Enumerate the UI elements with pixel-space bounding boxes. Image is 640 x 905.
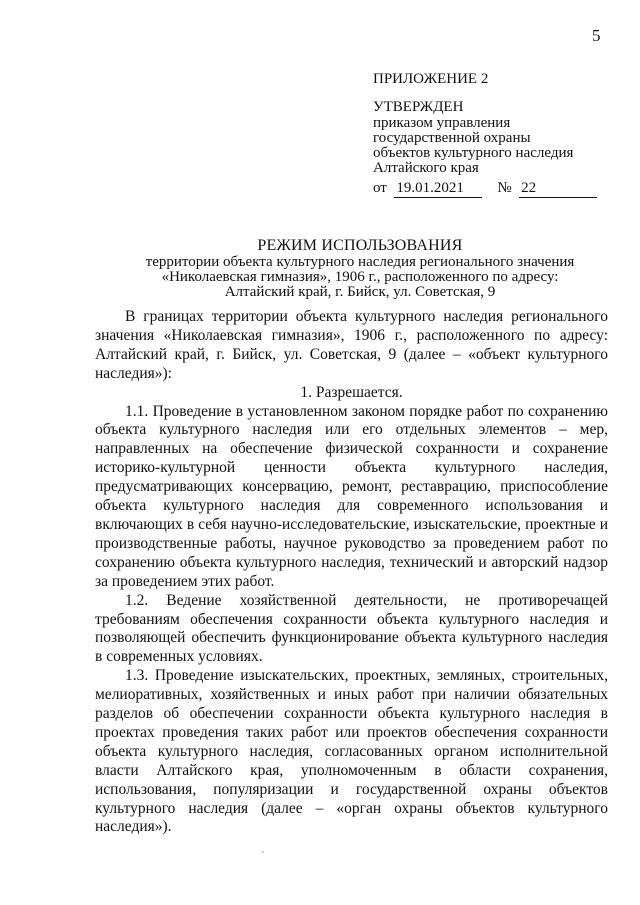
order-date: 19.01.2021 (394, 179, 482, 198)
number-label: № (497, 180, 512, 196)
item-paragraph: 1.1. Проведение в установленном законом порядке работ по сохранению объекта культурного наследия или его отдельных элементов – мер, направленных на обеспечение физической сохранности и сохранение историко-культурной ценности объекта культурного наследия, предусматривающих консервацию, ремонт, реставрацию, приспособление объекта культурного наследия для современного использования и включающих в себя научно-исследовательские, изыскательские, проектные и производственные работы, научное руководство за проведением работ по сохранению объекта культурного наследия, технический и авторский надзор за проведением этих работ. (95, 402, 608, 590)
item-paragraph: 1.2. Ведение хозяйственной деятельности, не противоречащей требованиям обеспечения сохранности объекта культурного наследия и позволяющей обеспечить функционирование объекта культурного наследия в современных условиях. (95, 591, 608, 666)
order-meta (373, 179, 613, 198)
appendix-title: ПРИЛОЖЕНИЕ 2 (373, 71, 489, 87)
from-label: от (373, 180, 387, 196)
order-lines (373, 116, 613, 176)
appendix-block (373, 70, 613, 198)
page-number: 5 (592, 26, 601, 45)
order-line: Алтайского края (373, 160, 479, 176)
subtitle-line: территории объекта культурного наследия регионального значения (145, 254, 575, 270)
item-paragraph: 1.3. Проведение изыскательских, проектных, земляных, строительных, мелиоративных, хозяйственных и иных работ при наличии обязательных разделов об обеспечении сохранности объекта культурного наследия в проектах проведения таких работ или проектов обеспечения сохранности объекта культурного наследия, согласованных органом исполнительной власти Алтайского края, уполномоченным в области сохранения, использования, популяризации и государственной охраны объектов культурного наследия (далее – «орган охраны объектов культурного наследия»). (95, 667, 608, 836)
document-heading (80, 237, 640, 300)
subtitle-line: Алтайский край, г. Бийск, ул. Советская, 9 (224, 284, 496, 300)
order-line: государственной охраны (373, 130, 531, 146)
order-line: приказом управления (373, 115, 511, 131)
intro-paragraph: В границах территории объекта культурного наследия регионального значения «Николаевская гимназия», 1906 г., расположенного по адресу: Алтайский край, г. Бийск, ул. Советская, 9 (далее – «объект культурного наследия»): (95, 308, 608, 382)
order-number: 22 (519, 179, 597, 198)
approved-label: УТВЕРЖДЕН (373, 99, 464, 115)
scan-speck (262, 851, 264, 853)
subtitle-line: «Николаевская гимназия», 1906 г., расположенного по адресу: (161, 269, 559, 285)
section-title: 1. Разрешается. (300, 383, 403, 401)
order-line: объектов культурного наследия (373, 145, 574, 161)
document-body (95, 308, 608, 837)
document-title: РЕЖИМ ИСПОЛЬЗОВАНИЯ (257, 237, 463, 254)
